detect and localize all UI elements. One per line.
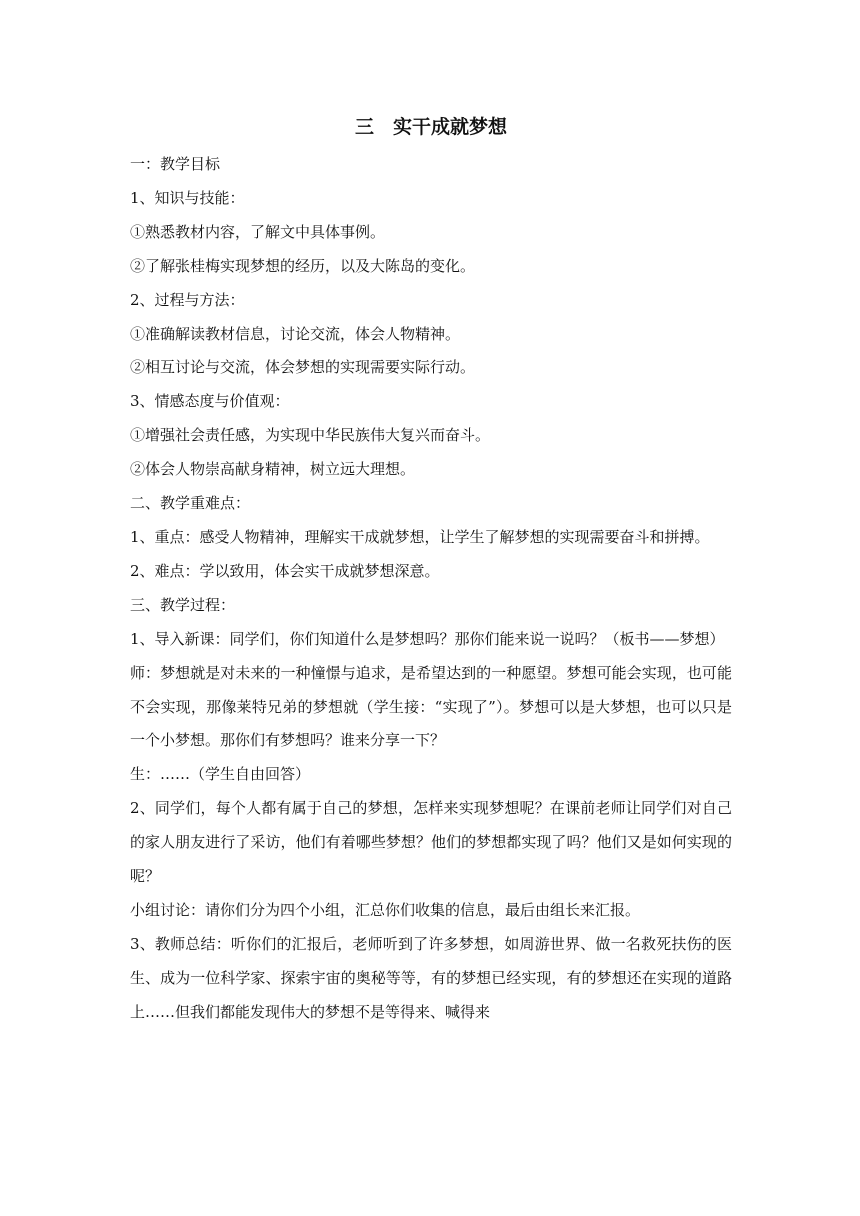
document-body — [130, 148, 732, 1030]
paragraph-student: 生：……（学生自由回答） — [130, 765, 311, 784]
list-item: ①增强社会责任感，为实现中华民族伟大复兴而奋斗。 — [130, 426, 491, 445]
subheading-emotion-values: 3、情感态度与价值观： — [130, 392, 290, 411]
paragraph-group-discussion: 小组讨论：请你们分为四个小组，汇总你们收集的信息，最后由组长来汇报。 — [130, 900, 641, 919]
subheading-knowledge-skills: 1、知识与技能： — [130, 188, 245, 207]
list-item: ②了解张桂梅实现梦想的经历，以及大陈岛的变化。 — [130, 256, 476, 275]
list-item: ①准确解读教材信息，讨论交流，体会人物精神。 — [130, 324, 461, 343]
section-heading-goals: 一：教学目标 — [130, 155, 221, 173]
document-page — [130, 112, 732, 1030]
paragraph-teacher: 师：梦想就是对未来的一种憧憬与追求，是希望达到的一种愿望。梦想可能会实现，也可能不会实现，那像莱特兄弟的梦想就（学生接：“实现了”）。梦想可以是大梦想，也可以只是一个小梦想。那你们有梦想吗？谁来分享一下？ — [130, 663, 732, 750]
list-item: ②相互讨论与交流，体会梦想的实现需要实际行动。 — [130, 358, 476, 377]
list-item: ②体会人物崇高献身精神，树立远大理想。 — [130, 460, 416, 479]
paragraph-key-point: 1、重点：感受人物精神，理解实干成就梦想，让学生了解梦想的实现需要奋斗和拼搏。 — [130, 527, 710, 546]
paragraph-step-2: 2、同学们，每个人都有属于自己的梦想，怎样来实现梦想呢？在课前老师让同学们对自己的家人朋友进行了采访，他们有着哪些梦想？他们的梦想都实现了吗？他们又是如何实现的呢？ — [130, 799, 732, 886]
paragraph-teacher-summary: 3、教师总结：听你们的汇报后，老师听到了许多梦想，如周游世界、做一名救死扶伤的医生、成为一位科学家、探索宇宙的奥秘等等，有的梦想已经实现，有的梦想还在实现的道路上……但我们都能发现伟大的梦想不是等得来、喊得来 — [130, 934, 732, 1021]
document-title: 三 实干成就梦想 — [354, 116, 507, 138]
paragraph-intro: 1、导入新课：同学们，你们知道什么是梦想吗？那你们能来说一说吗？（板书——梦想） — [130, 629, 725, 648]
section-heading-process: 三、教学过程： — [130, 595, 236, 614]
paragraph-difficult-point: 2、难点：学以致用，体会实干成就梦想深意。 — [130, 561, 440, 580]
section-heading-key-points: 二、教学重难点： — [130, 494, 251, 513]
subheading-process-methods: 2、过程与方法： — [130, 290, 245, 309]
list-item: ①熟悉教材内容，了解文中具体事例。 — [130, 222, 386, 241]
